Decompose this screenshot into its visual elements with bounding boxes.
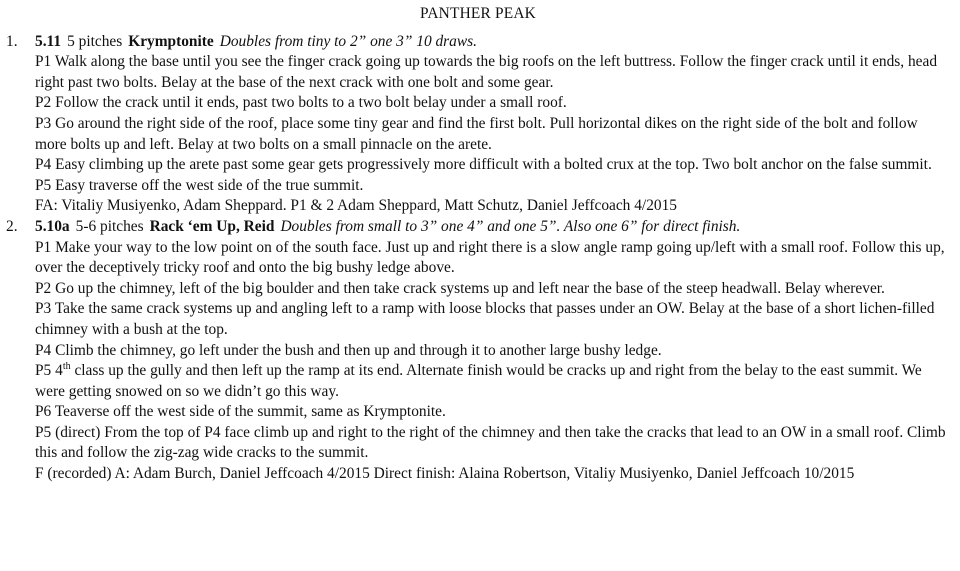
- page-title: PANTHER PEAK: [420, 5, 536, 22]
- pitch-description: P2 Go up the chimney, left of the big boulder and then take crack systems up and left near the base of the steep headwall. Belay wherever.: [35, 279, 885, 297]
- route-body: [35, 32, 950, 217]
- pitch-description: P3 Go around the right side of the roof, place some tiny gear and find the first bolt. Pull horizontal dikes on the right side of the bolt and follow more bolts up and left. Belay at two bolts on a small pinnacle on the arete.: [35, 114, 918, 153]
- route-number: 2.: [6, 217, 18, 235]
- route-body: [35, 217, 950, 485]
- route-number: 1.: [6, 32, 18, 50]
- pitch-description: P4 Easy climbing up the arete past some gear gets progressively more difficult with a bolted crux at the top. Two bolt anchor on the false summit.: [35, 156, 932, 174]
- pitch-prefix: P5 4: [35, 362, 63, 380]
- route-heading: [35, 217, 950, 238]
- pitch-description: P6 Teaverse off the west side of the summit, same as Krymptonite.: [35, 403, 446, 421]
- pitch-description: P5 Easy traverse off the west side of the true summit.: [35, 176, 364, 194]
- first-ascent: FA: Vitaliy Musiyenko, Adam Sheppard. P1 & 2 Adam Sheppard, Matt Schutz, Daniel Jeffcoach 4/2015: [35, 197, 677, 215]
- pitch-text: class up the gully and then left up the ramp at its end. Alternate finish would be cracks up and right from the belay to the east summit. We were getting snowed on so we didn’t go this way.: [35, 362, 922, 400]
- route-grade: 5.11: [35, 32, 62, 50]
- route-rack-em-up-reid: [6, 217, 950, 485]
- pitch-description: P3 Take the same crack systems up and angling left to a ramp with loose blocks that passes under an OW. Belay at the base of a short lichen-filled chimney with a bush at the top.: [35, 300, 935, 338]
- pitch-description: P1 Walk along the base until you see the finger crack going up towards the big roofs on the left buttress. Follow the finger crack until it ends, head right past two bolts. Belay at the base of the next crack with one bolt and some gear.: [35, 53, 938, 91]
- pitch-description: P1 Make your way to the low point on of the south face. Just up and right there is a slow angle ramp going up/left with a small roof. Follow this up, over the deceptively tricky roof and onto the big bushy ledge above.: [35, 238, 945, 277]
- route-pitches: 5-6 pitches: [75, 217, 144, 235]
- route-name: Rack ‘em Up, Reid: [149, 217, 275, 235]
- pitch-description: [35, 361, 950, 402]
- ordinal-superscript: th: [62, 360, 71, 372]
- route-heading: [35, 32, 950, 53]
- route-grade: 5.10a: [35, 217, 70, 235]
- route-pitches: 5 pitches: [67, 32, 123, 50]
- pitch-description: P5 (direct) From the top of P4 face climb up and right to the right of the chimney and then take the cracks that lead to an OW in a small roof. Climb this and follow the zig-zag wide cracks to the summit.: [35, 423, 946, 462]
- route-krymptonite: [6, 32, 950, 217]
- first-ascent: F (recorded) A: Adam Burch, Daniel Jeffcoach 4/2015 Direct finish: Alaina Robertson, Vitaliy Musiyenko, Daniel Jeffcoach 10/2015: [35, 465, 855, 483]
- pitch-description: P4 Climb the chimney, go left under the bush and then up and through it to another large bushy ledge.: [35, 341, 662, 359]
- route-rack: Doubles from tiny to 2” one 3” 10 draws.: [219, 32, 477, 50]
- route-name: Krymptonite: [128, 32, 214, 50]
- route-rack: Doubles from small to 3” one 4” and one 5”. Also one 6” for direct finish.: [280, 217, 741, 235]
- pitch-description: P2 Follow the crack until it ends, past two bolts to a two bolt belay under a small roof.: [35, 94, 567, 112]
